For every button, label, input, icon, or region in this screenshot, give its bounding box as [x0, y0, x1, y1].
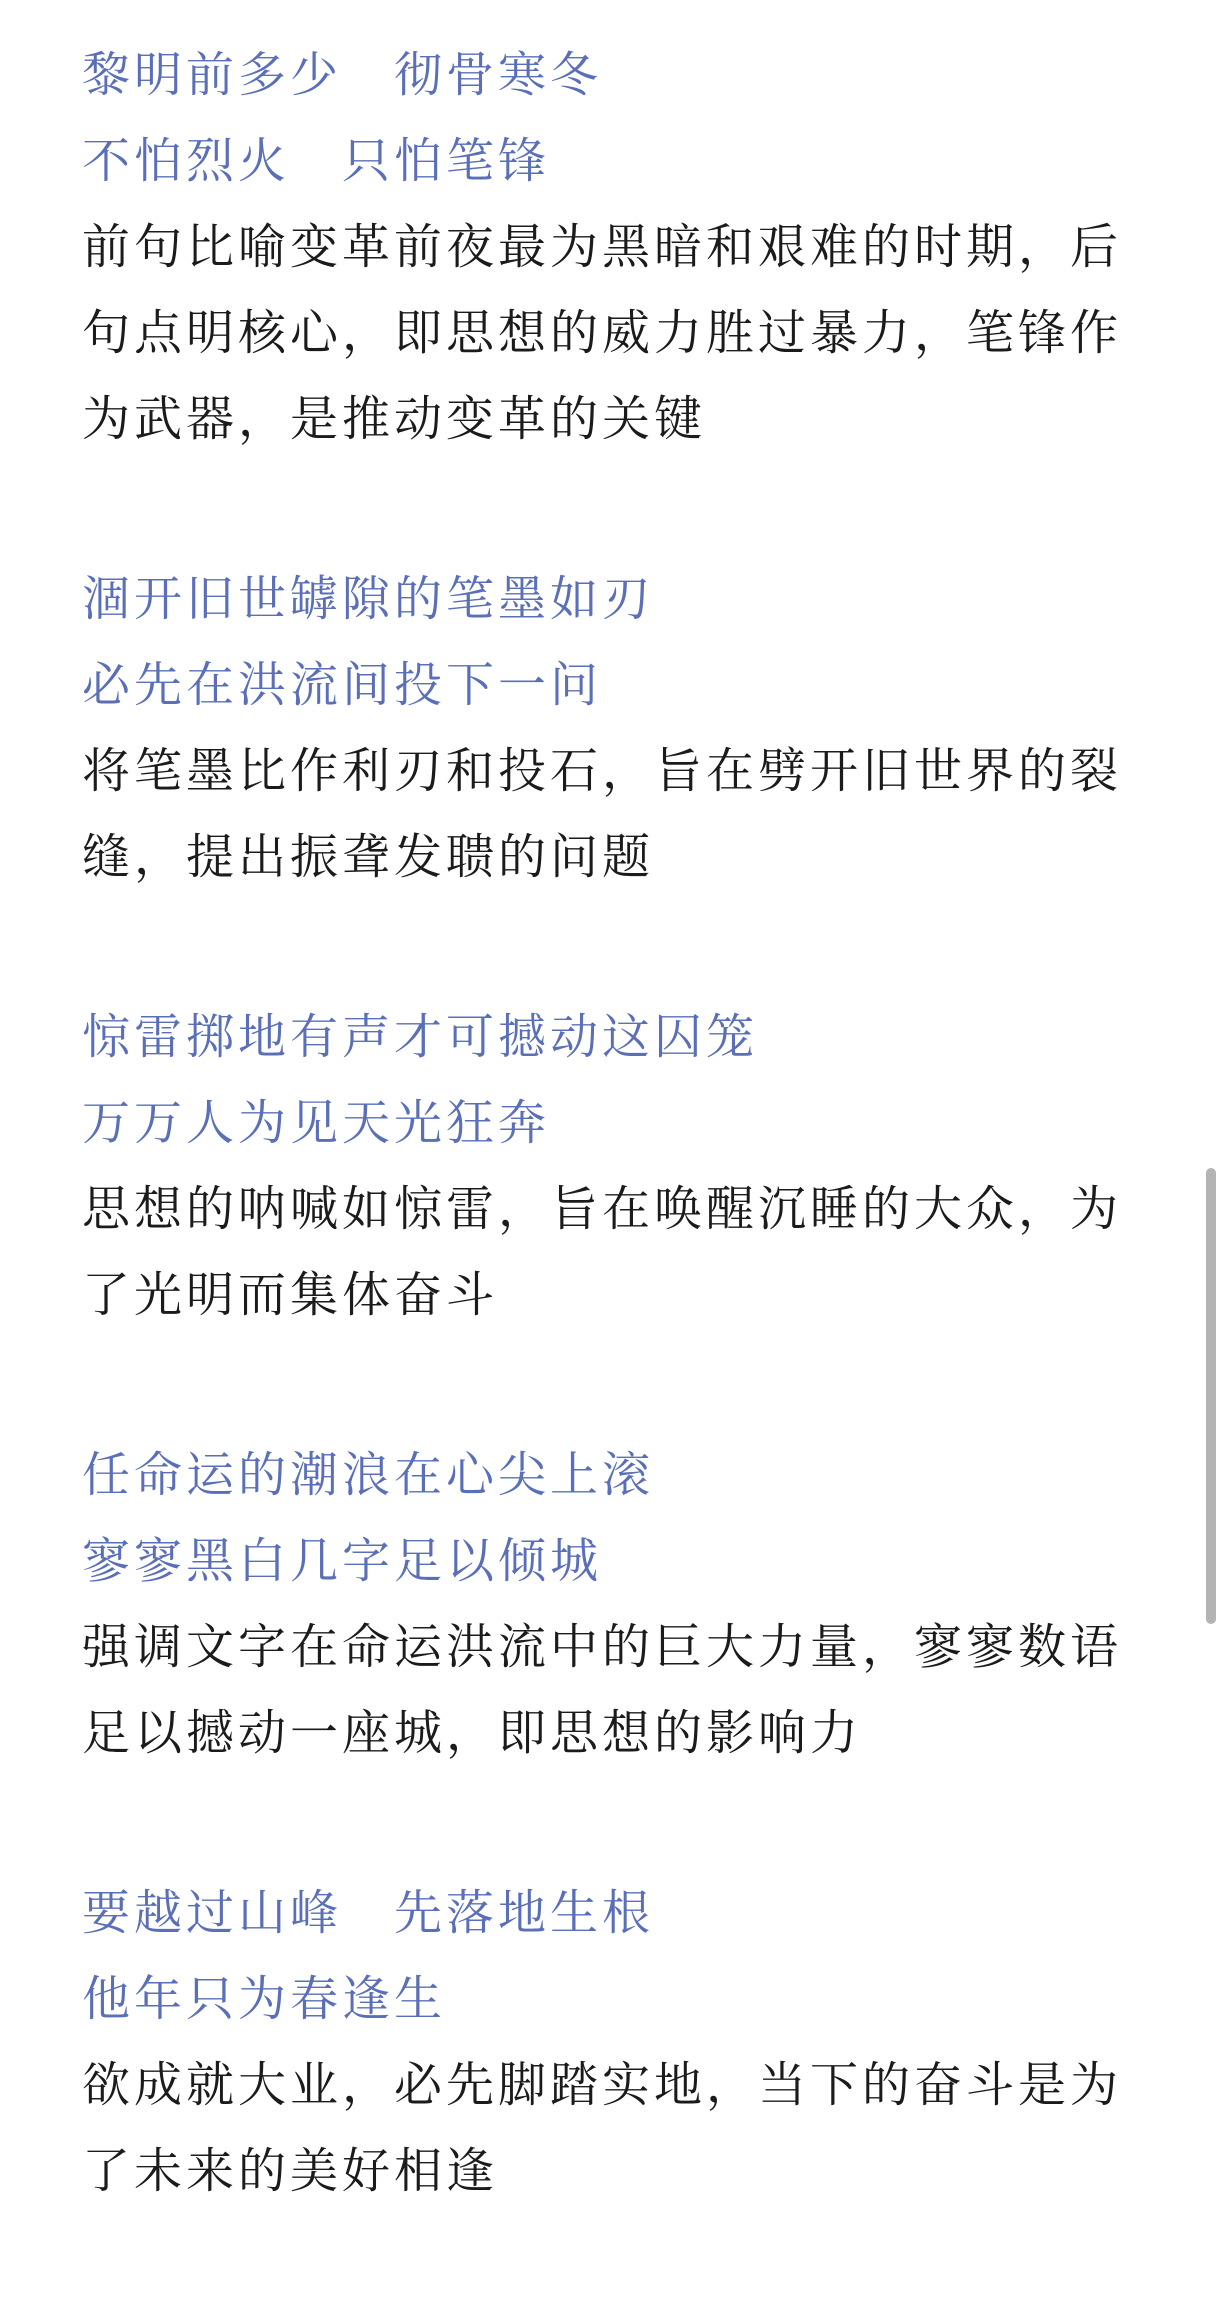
- article-content: [82, 32, 1142, 2308]
- lyric-explanation: 欲成就大业，必先脚踏实地，当下的奋斗是为了未来的美好相逢: [82, 2057, 1123, 2199]
- lyric-section: [82, 556, 1142, 900]
- lyric-line: 黎明前多少 彻骨寒冬: [82, 47, 603, 103]
- lyric-line: 寥寥黑白几字足以倾城: [82, 1533, 603, 1589]
- lyric-line: 涸开旧世罅隙的笔墨如刃: [82, 571, 655, 627]
- lyric-line: 要越过山峰 先落地生根: [82, 1885, 655, 1941]
- lyric-line: 任命运的潮浪在心尖上滚: [82, 1447, 655, 1503]
- lyric-explanation: 思想的呐喊如惊雷，旨在唤醒沉睡的大众，为了光明而集体奋斗: [82, 1181, 1123, 1323]
- lyric-section: [82, 1432, 1142, 1776]
- lyric-line: 他年只为春逢生: [82, 1971, 447, 2027]
- lyric-section: [82, 994, 1142, 1338]
- lyric-line: 必先在洪流间投下一问: [82, 657, 603, 713]
- vertical-scrollbar[interactable]: [1206, 1168, 1216, 1624]
- lyric-section: [82, 1870, 1142, 2214]
- lyric-explanation: 强调文字在命运洪流中的巨大力量，寥寥数语足以撼动一座城，即思想的影响力: [82, 1619, 1123, 1761]
- lyric-line: 万万人为见天光狂奔: [82, 1095, 551, 1151]
- lyric-explanation: 前句比喻变革前夜最为黑暗和艰难的时期，后句点明核心，即思想的威力胜过暴力，笔锋作为武器，是推动变革的关键: [82, 219, 1123, 447]
- lyric-line: 惊雷掷地有声才可撼动这囚笼: [82, 1009, 759, 1065]
- lyric-explanation: 将笔墨比作利刃和投石，旨在劈开旧世界的裂缝，提出振聋发聩的问题: [82, 743, 1123, 885]
- lyric-section: [82, 32, 1142, 462]
- lyric-line: 不怕烈火 只怕笔锋: [82, 133, 551, 189]
